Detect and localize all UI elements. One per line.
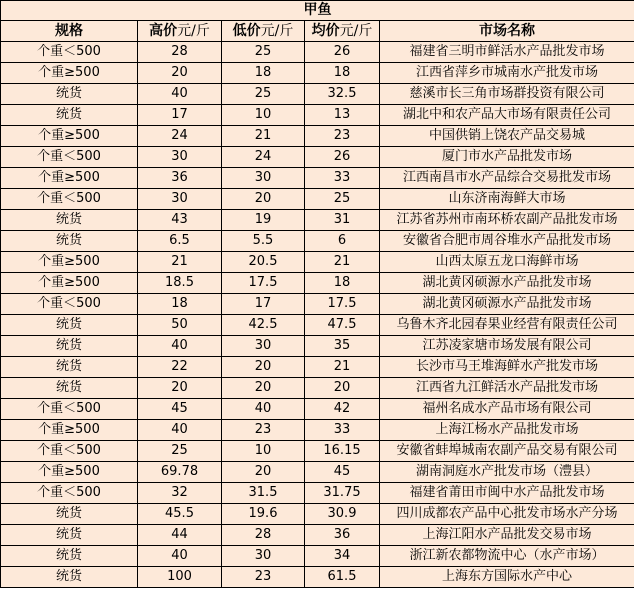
cell-low: 10 (222, 105, 305, 126)
table-row (1, 294, 634, 315)
cell-high: 40 (138, 336, 222, 357)
table-row (1, 504, 634, 525)
cell-market: 湖北黄冈硕源水产品批发市场 (380, 273, 634, 294)
cell-market: 乌鲁木齐北园春果业经营有限责任公司 (380, 315, 634, 336)
table-row (1, 168, 634, 189)
cell-avg: 6 (305, 231, 380, 252)
cell-high: 69.78 (138, 462, 222, 483)
table-row (1, 210, 634, 231)
header-low-unit: 元/斤 (260, 23, 294, 39)
cell-spec: 统货 (1, 231, 138, 252)
cell-avg: 20 (305, 378, 380, 399)
cell-spec: 统货 (1, 525, 138, 546)
header-high (138, 21, 222, 42)
cell-spec: 统货 (1, 210, 138, 231)
cell-avg: 18 (305, 273, 380, 294)
cell-spec: 统货 (1, 84, 138, 105)
cell-high: 28 (138, 42, 222, 63)
cell-spec: 个重≥500 (1, 462, 138, 483)
cell-market: 江苏凌家塘市场发展有限公司 (380, 336, 634, 357)
header-avg (305, 21, 380, 42)
cell-low: 40 (222, 399, 305, 420)
cell-spec: 个重＜500 (1, 294, 138, 315)
table-row (1, 441, 634, 462)
cell-low: 23 (222, 420, 305, 441)
table-row (1, 189, 634, 210)
cell-low: 25 (222, 42, 305, 63)
cell-spec: 个重＜500 (1, 483, 138, 504)
table-row (1, 420, 634, 441)
cell-avg: 32.5 (305, 84, 380, 105)
cell-spec: 个重＜500 (1, 42, 138, 63)
cell-market: 湖南洞庭水产批发市场（澧县） (380, 462, 634, 483)
cell-low: 20.5 (222, 252, 305, 273)
table-row (1, 147, 634, 168)
cell-low: 17 (222, 294, 305, 315)
cell-market: 福建省莆田市闽中水产品批发市场 (380, 483, 634, 504)
cell-avg: 33 (305, 420, 380, 441)
cell-market: 浙江新农都物流中心（水产市场） (380, 546, 634, 567)
cell-avg: 61.5 (305, 567, 380, 588)
cell-high: 40 (138, 420, 222, 441)
table-row (1, 42, 634, 63)
cell-high: 45 (138, 399, 222, 420)
table-row (1, 252, 634, 273)
cell-low: 20 (222, 357, 305, 378)
table-body (1, 42, 634, 588)
cell-spec: 个重＜500 (1, 189, 138, 210)
cell-high: 22 (138, 357, 222, 378)
cell-low: 19 (222, 210, 305, 231)
cell-avg: 31 (305, 210, 380, 231)
cell-spec: 统货 (1, 567, 138, 588)
cell-market: 安徽省合肥市周谷堆水产品批发市场 (380, 231, 634, 252)
cell-spec: 个重≥500 (1, 420, 138, 441)
cell-avg: 42 (305, 399, 380, 420)
header-market: 市场名称 (380, 21, 634, 42)
cell-spec: 个重＜500 (1, 441, 138, 462)
table-row (1, 546, 634, 567)
table-row (1, 378, 634, 399)
cell-high: 25 (138, 441, 222, 462)
cell-spec: 个重＜500 (1, 147, 138, 168)
table-title: 甲鱼 (1, 1, 634, 21)
cell-high: 18.5 (138, 273, 222, 294)
cell-market: 慈溪市长三角市场群投资有限公司 (380, 84, 634, 105)
cell-avg: 16.15 (305, 441, 380, 462)
cell-low: 30 (222, 336, 305, 357)
cell-high: 24 (138, 126, 222, 147)
cell-spec: 统货 (1, 105, 138, 126)
cell-spec: 统货 (1, 315, 138, 336)
cell-market: 四川成都农产品中心批发市场水产分场 (380, 504, 634, 525)
header-row (1, 21, 634, 42)
cell-avg: 34 (305, 546, 380, 567)
cell-spec: 个重≥500 (1, 126, 138, 147)
cell-high: 43 (138, 210, 222, 231)
table-row (1, 105, 634, 126)
cell-avg: 21 (305, 357, 380, 378)
cell-avg: 21 (305, 252, 380, 273)
header-high-unit: 元/斤 (177, 23, 210, 39)
cell-high: 20 (138, 378, 222, 399)
cell-avg: 33 (305, 168, 380, 189)
cell-low: 30 (222, 546, 305, 567)
cell-high: 18 (138, 294, 222, 315)
cell-low: 42.5 (222, 315, 305, 336)
cell-high: 40 (138, 546, 222, 567)
cell-low: 28 (222, 525, 305, 546)
cell-spec: 个重＜500 (1, 399, 138, 420)
cell-low: 18 (222, 63, 305, 84)
cell-market: 江苏省苏州市南环桥农副产品批发市场 (380, 210, 634, 231)
cell-market: 安徽省蚌埠城南农副产品交易有限公司 (380, 441, 634, 462)
cell-market: 福建省三明市鲜活水产品批发市场 (380, 42, 634, 63)
cell-high: 6.5 (138, 231, 222, 252)
cell-low: 10 (222, 441, 305, 462)
table-row (1, 525, 634, 546)
table-row (1, 399, 634, 420)
table-row (1, 84, 634, 105)
cell-market: 江西省萍乡市城南水产批发市场 (380, 63, 634, 84)
cell-avg: 47.5 (305, 315, 380, 336)
cell-avg: 17.5 (305, 294, 380, 315)
cell-spec: 统货 (1, 357, 138, 378)
cell-high: 32 (138, 483, 222, 504)
cell-market: 上海江杨水产品批发市场 (380, 420, 634, 441)
cell-avg: 25 (305, 189, 380, 210)
table-row (1, 315, 634, 336)
cell-low: 17.5 (222, 273, 305, 294)
cell-spec: 统货 (1, 546, 138, 567)
cell-high: 30 (138, 189, 222, 210)
cell-high: 17 (138, 105, 222, 126)
cell-avg: 30.9 (305, 504, 380, 525)
table-row (1, 336, 634, 357)
cell-avg: 23 (305, 126, 380, 147)
table-row (1, 63, 634, 84)
cell-low: 23 (222, 567, 305, 588)
table-row (1, 483, 634, 504)
table-row (1, 231, 634, 252)
cell-spec: 统货 (1, 504, 138, 525)
cell-market: 江西南昌市水产品综合交易批发市场 (380, 168, 634, 189)
cell-market: 山东济南海鲜大市场 (380, 189, 634, 210)
cell-avg: 45 (305, 462, 380, 483)
cell-market: 江西省九江鲜活水产品批发市场 (380, 378, 634, 399)
table-row (1, 357, 634, 378)
cell-low: 31.5 (222, 483, 305, 504)
cell-high: 50 (138, 315, 222, 336)
cell-avg: 26 (305, 147, 380, 168)
cell-low: 19.6 (222, 504, 305, 525)
cell-high: 30 (138, 147, 222, 168)
table-row (1, 273, 634, 294)
cell-high: 40 (138, 84, 222, 105)
cell-spec: 个重≥500 (1, 168, 138, 189)
cell-spec: 个重≥500 (1, 63, 138, 84)
table-row (1, 567, 634, 588)
cell-avg: 26 (305, 42, 380, 63)
cell-market: 福州名成水产品市场有限公司 (380, 399, 634, 420)
header-low (222, 21, 305, 42)
cell-spec: 个重≥500 (1, 252, 138, 273)
header-low-label: 低价 (232, 23, 261, 39)
cell-low: 24 (222, 147, 305, 168)
cell-market: 湖北黄冈硕源水产品批发市场 (380, 294, 634, 315)
cell-low: 20 (222, 189, 305, 210)
cell-high: 21 (138, 252, 222, 273)
cell-market: 中国供销上饶农产品交易城 (380, 126, 634, 147)
header-high-label: 高价 (149, 23, 178, 39)
cell-spec: 统货 (1, 378, 138, 399)
cell-avg: 13 (305, 105, 380, 126)
cell-low: 25 (222, 84, 305, 105)
cell-spec: 个重≥500 (1, 273, 138, 294)
table-row (1, 126, 634, 147)
cell-low: 5.5 (222, 231, 305, 252)
cell-avg: 31.75 (305, 483, 380, 504)
header-spec: 规格 (1, 21, 138, 42)
header-avg-unit: 元/斤 (339, 23, 373, 39)
cell-low: 20 (222, 378, 305, 399)
cell-high: 100 (138, 567, 222, 588)
cell-low: 30 (222, 168, 305, 189)
cell-market: 湖北中和农产品大市场有限责任公司 (380, 105, 634, 126)
cell-spec: 统货 (1, 336, 138, 357)
cell-avg: 36 (305, 525, 380, 546)
cell-market: 山西太原五龙口海鲜市场 (380, 252, 634, 273)
header-avg-label: 均价 (311, 23, 340, 39)
table-row (1, 462, 634, 483)
cell-market: 长沙市马王堆海鲜水产批发市场 (380, 357, 634, 378)
cell-high: 45.5 (138, 504, 222, 525)
cell-low: 21 (222, 126, 305, 147)
cell-market: 厦门市水产品批发市场 (380, 147, 634, 168)
cell-high: 44 (138, 525, 222, 546)
cell-avg: 18 (305, 63, 380, 84)
cell-high: 36 (138, 168, 222, 189)
cell-low: 20 (222, 462, 305, 483)
cell-avg: 35 (305, 336, 380, 357)
title-row (1, 1, 634, 21)
cell-market: 上海东方国际水产中心 (380, 567, 634, 588)
cell-high: 20 (138, 63, 222, 84)
cell-market: 上海江阳水产品批发交易市场 (380, 525, 634, 546)
